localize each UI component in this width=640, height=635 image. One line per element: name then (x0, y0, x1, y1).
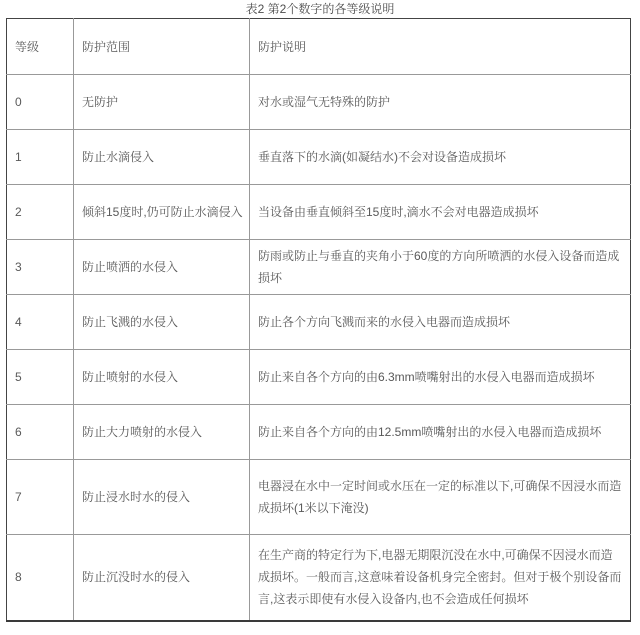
table-title: 表2 第2个数字的各等级说明 (245, 2, 395, 16)
cell-description: 防止各个方向飞溅而来的水侵入电器而造成损坏 (250, 295, 631, 350)
cell-description: 当设备由垂直倾斜至15度时,滴水不会对电器造成损坏 (250, 185, 631, 240)
cell-level: 2 (7, 185, 74, 240)
cell-level: 3 (7, 240, 74, 295)
cell-description: 防雨或防止与垂直的夹角小于60度的方向所喷洒的水侵入设备而造成损坏 (250, 240, 631, 295)
cell-scope: 防止沉没时水的侵入 (74, 535, 250, 621)
cell-description: 垂直落下的水滴(如凝结水)不会对设备造成损坏 (250, 130, 631, 185)
cell-scope: 无防护 (74, 75, 250, 130)
table-row (7, 460, 631, 535)
cell-description: 电器浸在水中一定时间或水压在一定的标准以下,可确保不因浸水而造成损坏(1米以下淹没) (250, 460, 631, 535)
cell-level: 7 (7, 460, 74, 535)
cell-description: 防止来自各个方向的由12.5mm喷嘴射出的水侵入电器而造成损坏 (250, 405, 631, 460)
column-header-description: 防护说明 (250, 19, 631, 75)
cell-description: 在生产商的特定行为下,电器无期限沉没在水中,可确保不因浸水而造成损坏。一般而言,这意味着设备机身完全密封。但对于极个别设备而言,这表示即使有水侵入设备内,也不会造成任何损坏 (250, 535, 631, 621)
table-row (7, 350, 631, 405)
cell-level: 4 (7, 295, 74, 350)
cell-description: 对水或湿气无特殊的防护 (250, 75, 631, 130)
cell-scope: 防止喷射的水侵入 (74, 350, 250, 405)
page (0, 2, 640, 635)
table-row (7, 240, 631, 295)
cell-level: 1 (7, 130, 74, 185)
cell-scope: 防止水滴侵入 (74, 130, 250, 185)
cell-scope: 防止浸水时水的侵入 (74, 460, 250, 535)
cell-level: 5 (7, 350, 74, 405)
table-row (7, 405, 631, 460)
cell-level: 8 (7, 535, 74, 621)
table-header-row (7, 19, 631, 75)
cell-scope: 倾斜15度时,仍可防止水滴侵入 (74, 185, 250, 240)
cell-level: 6 (7, 405, 74, 460)
table-row (7, 75, 631, 130)
cell-scope: 防止飞溅的水侵入 (74, 295, 250, 350)
table-row (7, 130, 631, 185)
column-header-scope: 防护范围 (74, 19, 250, 75)
table-row (7, 535, 631, 621)
table-row (7, 185, 631, 240)
cell-scope: 防止喷洒的水侵入 (74, 240, 250, 295)
cell-level: 0 (7, 75, 74, 130)
column-header-level: 等级 (7, 19, 74, 75)
cell-description: 防止来自各个方向的由6.3mm喷嘴射出的水侵入电器而造成损坏 (250, 350, 631, 405)
table-row (7, 295, 631, 350)
protection-levels-table (6, 18, 631, 622)
cell-scope: 防止大力喷射的水侵入 (74, 405, 250, 460)
